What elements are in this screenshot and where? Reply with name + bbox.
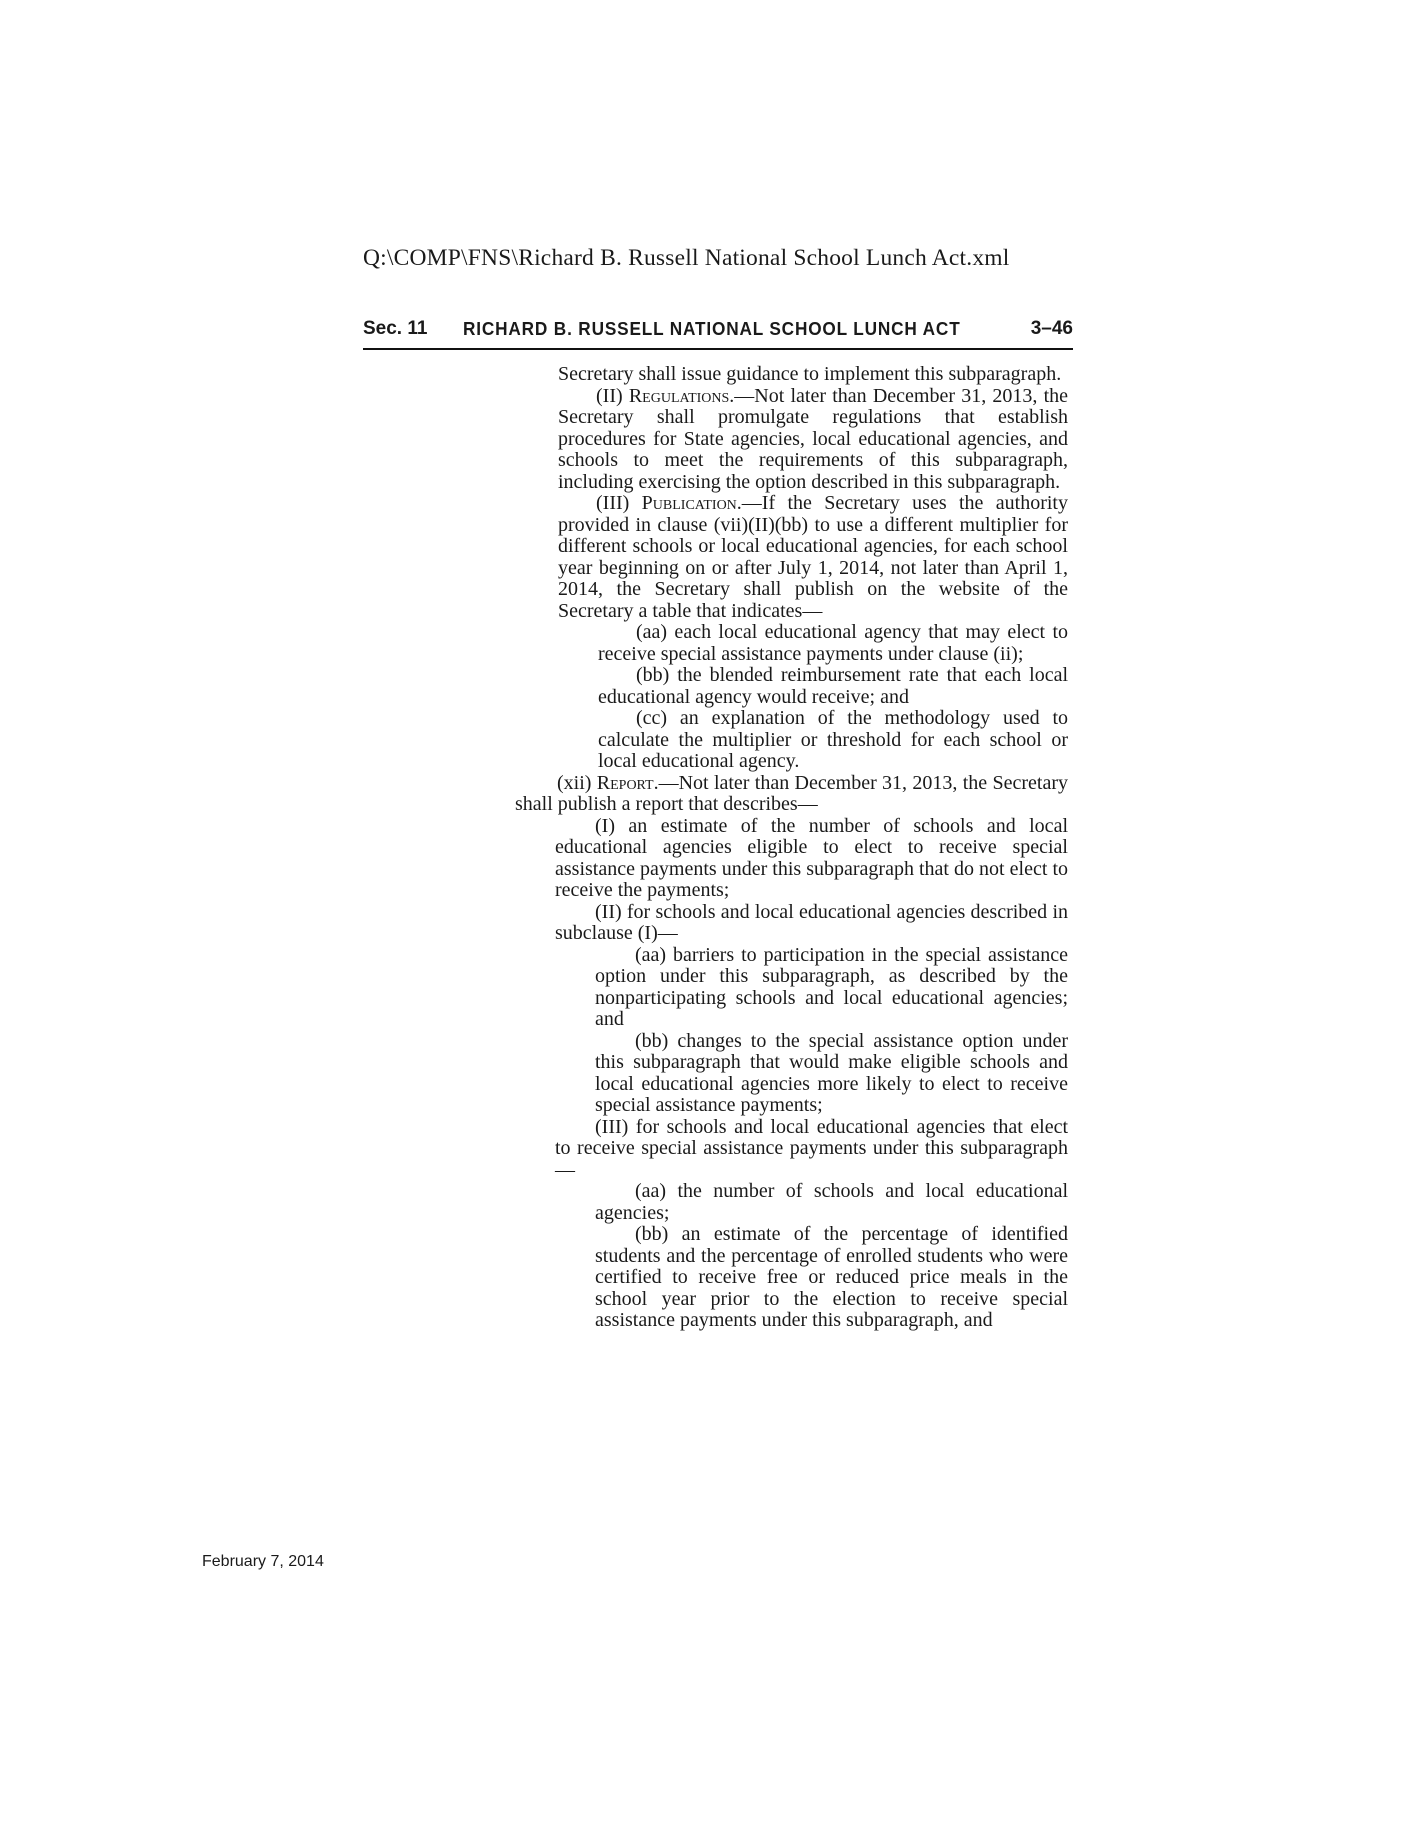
- page-number: 3–46: [1030, 318, 1073, 339]
- section-number: Sec. 11: [363, 318, 428, 339]
- paragraph: (III) Publication.—If the Secretary uses the authority provided in clause (vii)(II)(bb) to use a different multiplier for different schools or local educational agencies, for each school year beginning on or after July 1, 2014, not later than April 1, 2014, the Secretary shall publish on the website of the Secretary a table that indicates—: [558, 492, 1068, 622]
- page-header: [363, 318, 1073, 350]
- paragraph: (cc) an explanation of the methodology used to calculate the multiplier or threshold for each school or local educational agency.: [598, 707, 1068, 772]
- paragraph: (aa) barriers to participation in the special assistance option under this subparagraph, as described by the nonparticipating schools and local educational agencies; and: [595, 943, 1068, 1030]
- file-path: Q:\COMP\FNS\Richard B. Russell National School Lunch Act.xml: [363, 245, 1010, 271]
- paragraph: (aa) the number of schools and local educational agencies;: [595, 1180, 1068, 1224]
- paragraph: (bb) changes to the special assistance option under this subparagraph that would make eligible schools and local educational agencies more likely to elect to receive special assistance payments;: [595, 1029, 1068, 1116]
- paragraph: Secretary shall issue guidance to implement this subparagraph.: [558, 363, 1062, 385]
- paragraph: (I) an estimate of the number of schools and local educational agencies eligible to elect to receive special assistance payments under this subparagraph that do not elect to receive the payments;: [555, 814, 1068, 901]
- paragraph: (II) Regulations.—Not later than December 31, 2013, the Secretary shall promulgate regulations that establish procedures for State agencies, local educational agencies, and schools to meet the requirements of this subparagraph, including exercising the option described in this subparagraph.: [558, 384, 1069, 493]
- paragraph: (bb) an estimate of the percentage of identified students and the percentage of enrolled students who were certified to receive free or reduced price meals in the school year prior to the election to receive special assistance payments under this subparagraph, and: [595, 1223, 1068, 1331]
- paragraph: (xii) Report.—Not later than December 31, 2013, the Secretary shall publish a report that describes—: [515, 771, 1068, 815]
- date-stamp: February 7, 2014: [202, 1553, 324, 1570]
- paragraph: (bb) the blended reimbursement rate that each local educational agency would receive; and: [598, 664, 1068, 708]
- paragraph: (III) for schools and local educational agencies that elect to receive special assistance payments under this subparagraph—: [555, 1115, 1068, 1181]
- act-title: RICHARD B. RUSSELL NATIONAL SCHOOL LUNCH ACT: [463, 318, 961, 339]
- paragraph: (aa) each local educational agency that may elect to receive special assistance payments under clause (ii);: [598, 621, 1068, 665]
- paragraph: (II) for schools and local educational agencies described in subclause (I)—: [555, 900, 1068, 944]
- body-text: [0, 364, 1427, 1332]
